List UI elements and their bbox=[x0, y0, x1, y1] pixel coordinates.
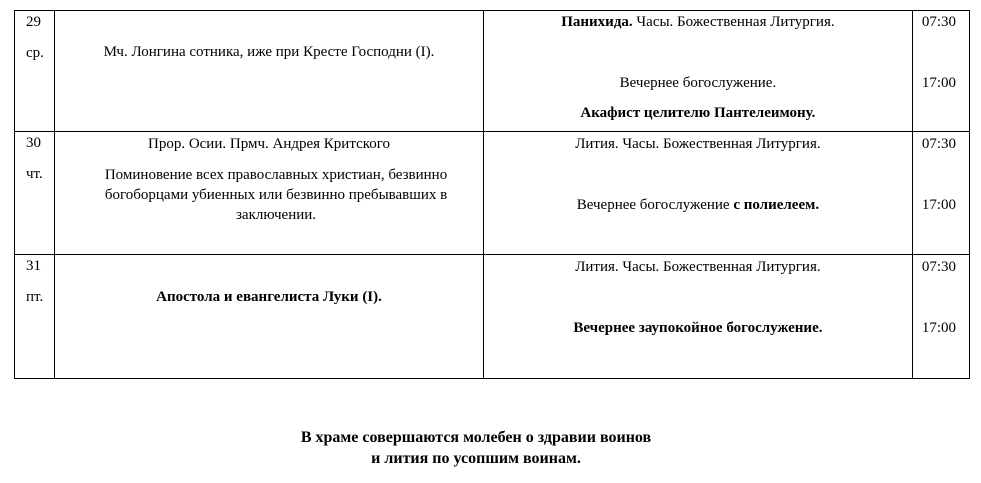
saint-cell bbox=[55, 132, 484, 255]
schedule-table bbox=[14, 10, 970, 379]
day-cell bbox=[15, 132, 55, 255]
footer-notice bbox=[0, 427, 952, 469]
day-number: 31 bbox=[26, 258, 41, 274]
time-cell bbox=[912, 11, 969, 132]
service-cell bbox=[483, 255, 912, 379]
evening-time: 17:00 bbox=[921, 75, 957, 91]
day-cell bbox=[15, 255, 55, 379]
akathist-service: Акафист целителю Пантелеимону. bbox=[580, 105, 816, 121]
table-row bbox=[15, 11, 970, 132]
evening-time: 17:00 bbox=[921, 197, 957, 213]
morning-time: 07:30 bbox=[921, 14, 957, 30]
footer-line: В храме совершаются молебен о здравии воинов bbox=[300, 429, 652, 446]
service-emphasis: Панихида. bbox=[561, 14, 633, 30]
day-of-week: ср. bbox=[26, 45, 44, 61]
day-number: 29 bbox=[26, 14, 41, 30]
day-of-week: чт. bbox=[26, 166, 43, 182]
morning-service: Лития. Часы. Божественная Литургия. bbox=[575, 259, 821, 275]
saint-cell bbox=[55, 11, 484, 132]
day-of-week: пт. bbox=[26, 289, 44, 305]
evening-service: Вечернее богослужение. bbox=[619, 75, 777, 91]
saint-cell bbox=[55, 255, 484, 379]
evening-service: Вечернее заупокойное богослужение. bbox=[573, 320, 823, 336]
saint-commemoration: Мч. Лонгина сотника, иже при Кресте Господни (I). bbox=[103, 44, 435, 60]
service-cell bbox=[483, 132, 912, 255]
time-cell bbox=[912, 255, 969, 379]
evening-time: 17:00 bbox=[921, 320, 957, 336]
service-emphasis: с полиелеем. bbox=[733, 197, 820, 213]
table-row bbox=[15, 255, 970, 379]
saint-commemoration: Апостола и евангелиста Луки (I). bbox=[156, 289, 382, 305]
evening-service bbox=[484, 196, 912, 214]
table-row bbox=[15, 132, 970, 255]
day-cell bbox=[15, 11, 55, 132]
service-text: Вечернее богослужение bbox=[576, 197, 734, 213]
commemoration-note: Поминовение всех православных христиан, безвинно богоборцами убиенных или безвинно пребывавших в заключении. bbox=[104, 167, 448, 223]
service-text: Часы. Божественная Литургия. bbox=[632, 14, 835, 30]
day-number: 30 bbox=[26, 135, 41, 151]
service-cell bbox=[483, 11, 912, 132]
footer-line: и лития по усопшим воинам. bbox=[371, 450, 581, 467]
time-cell bbox=[912, 132, 969, 255]
saint-commemoration: Прор. Осии. Прмч. Андрея Критского bbox=[147, 136, 391, 152]
morning-time: 07:30 bbox=[921, 136, 957, 152]
morning-service bbox=[484, 13, 912, 31]
morning-time: 07:30 bbox=[921, 259, 957, 275]
morning-service: Лития. Часы. Божественная Литургия. bbox=[575, 136, 821, 152]
